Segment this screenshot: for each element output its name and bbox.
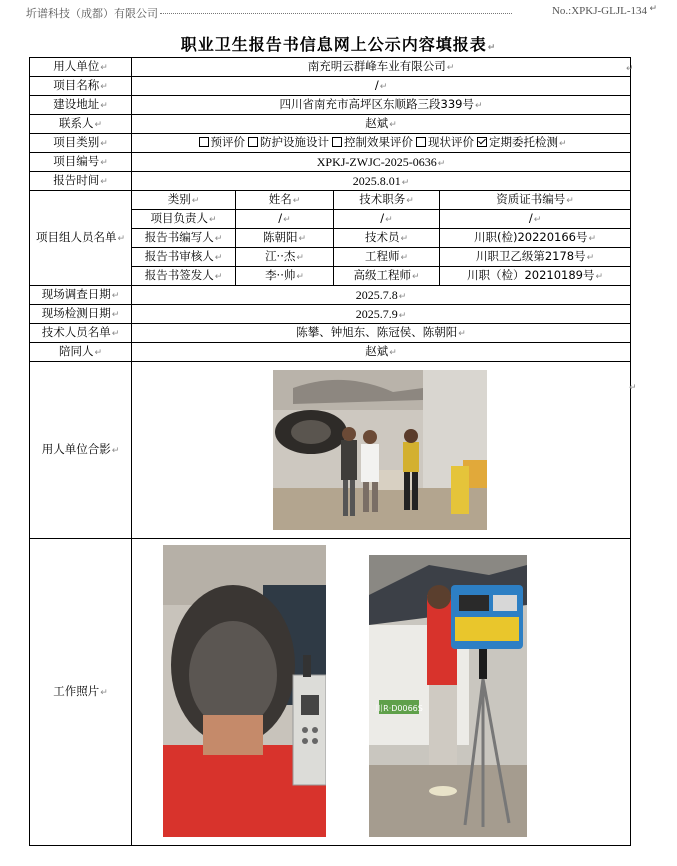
work-photo-label: 工作照片↵ — [30, 539, 132, 846]
companion-label: 陪同人↵ — [30, 343, 132, 362]
row-group-photo — [30, 362, 631, 539]
header-company: 圻谱科技（成都）有限公司 — [26, 7, 158, 20]
category-option-label: 防护设施设计 — [260, 135, 329, 149]
category-option-label: 控制效果评价 — [344, 135, 413, 149]
disclosure-form-table — [29, 57, 631, 846]
row-work-photo — [30, 539, 631, 846]
row-team-header — [30, 191, 631, 210]
row-category — [30, 134, 631, 153]
category-label: 项目类别↵ — [30, 134, 132, 153]
category-option — [329, 135, 413, 149]
team-cell: /↵ — [440, 210, 631, 229]
header-doc-no: No.:XPKJ-GLJL-134 — [551, 5, 647, 17]
row-tech-staff — [30, 324, 631, 343]
team-cell: 陈朝阳↵ — [236, 229, 334, 248]
license-plate: 川R·D0066S — [375, 704, 423, 713]
survey-date-label: 现场调查日期↵ — [30, 286, 132, 305]
unchecked-box-icon — [416, 137, 426, 147]
row-project-name — [30, 77, 631, 96]
paragraph-mark-icon: ↵ — [649, 4, 657, 14]
page-title: 职业卫生报告书信息网上公示内容填报表↵ — [180, 35, 497, 54]
page-header — [0, 0, 677, 22]
address-value: 四川省南充市高坪区东顺路三段339号↵ — [132, 96, 631, 115]
team-cell: 高级工程师↵ — [334, 267, 440, 286]
category-option — [413, 135, 474, 149]
team-cell: /↵ — [334, 210, 440, 229]
report-time-label: 报告时间↵ — [30, 172, 132, 191]
row-survey-date — [30, 286, 631, 305]
row-address — [30, 96, 631, 115]
team-cell: 报告书编写人↵ — [132, 229, 236, 248]
project-no-value: XPKJ-ZWJC-2025-0636↵ — [132, 153, 631, 172]
row-project-no — [30, 153, 631, 172]
unchecked-box-icon — [332, 137, 342, 147]
team-cell: 川职卫乙级第2178号↵ — [440, 248, 631, 267]
project-name-value: /↵ — [132, 77, 631, 96]
team-cell: 川职(检)20220166号↵ — [440, 229, 631, 248]
group-photo — [273, 370, 487, 530]
companion-value: 赵斌↵ — [132, 343, 631, 362]
row-employer — [30, 58, 631, 77]
team-cell: 报告书签发人↵ — [132, 267, 236, 286]
row-companion — [30, 343, 631, 362]
category-option — [245, 135, 329, 149]
test-date-label: 现场检测日期↵ — [30, 305, 132, 324]
tech-staff-value: 陈攀、钟旭东、陈冠侯、陈朝阳↵ — [132, 324, 631, 343]
address-label: 建设地址↵ — [30, 96, 132, 115]
unchecked-box-icon — [199, 137, 209, 147]
unchecked-box-icon — [248, 137, 258, 147]
group-photo-cell — [132, 362, 631, 539]
category-options: 预评价 防护设施设计 控制效果评价 现状评价 定期委托检测↵ — [132, 134, 631, 153]
team-cell: 技术员↵ — [334, 229, 440, 248]
team-cell: /↵ — [236, 210, 334, 229]
team-header-cell: 技术职务↵ — [334, 191, 440, 210]
contact-value: 赵斌↵ — [132, 115, 631, 134]
team-header-cell: 类别↵ — [132, 191, 236, 210]
test-date-value: 2025.7.9↵ — [132, 305, 631, 324]
category-option — [196, 135, 246, 149]
team-label: 项目组人员名单↵ — [30, 191, 132, 286]
tech-staff-label: 技术人员名单↵ — [30, 324, 132, 343]
project-name-label: 项目名称↵ — [30, 77, 132, 96]
team-header-cell: 姓名↵ — [236, 191, 334, 210]
group-photo-label: 用人单位合影↵ — [30, 362, 132, 539]
checked-box-icon — [477, 137, 487, 147]
team-cell: 川职（检）20210189号↵ — [440, 267, 631, 286]
project-no-label: 项目编号↵ — [30, 153, 132, 172]
employer-value: 南充明云群峰车业有限公司↵ — [132, 58, 631, 77]
team-cell: 项目负责人↵ — [132, 210, 236, 229]
cell-end-mark: ↵ — [629, 383, 637, 393]
contact-label: 联系人↵ — [30, 115, 132, 134]
team-header-cell: 资质证书编号↵ — [440, 191, 631, 210]
work-photo-air-sampler — [369, 555, 527, 837]
team-cell: 报告书审核人↵ — [132, 248, 236, 267]
employer-label: 用人单位↵ — [30, 58, 132, 77]
row-report-time — [30, 172, 631, 191]
category-option-label: 现状评价 — [428, 135, 474, 149]
category-option-label: 预评价 — [210, 135, 245, 149]
row-contact — [30, 115, 631, 134]
team-cell: 工程师↵ — [334, 248, 440, 267]
report-time-value: 2025.8.01↵ — [132, 172, 631, 191]
survey-date-value: 2025.7.8↵ — [132, 286, 631, 305]
team-cell: 李··帅↵ — [236, 267, 334, 286]
work-photo-noise-meter — [163, 545, 326, 837]
work-photo-cell — [132, 539, 631, 846]
category-option-label: 定期委托检测 — [489, 135, 558, 149]
cell-end-mark: ↵ — [626, 64, 634, 74]
category-option — [474, 135, 558, 149]
row-test-date — [30, 305, 631, 324]
header-divider — [160, 13, 512, 14]
team-cell: 江··杰↵ — [236, 248, 334, 267]
